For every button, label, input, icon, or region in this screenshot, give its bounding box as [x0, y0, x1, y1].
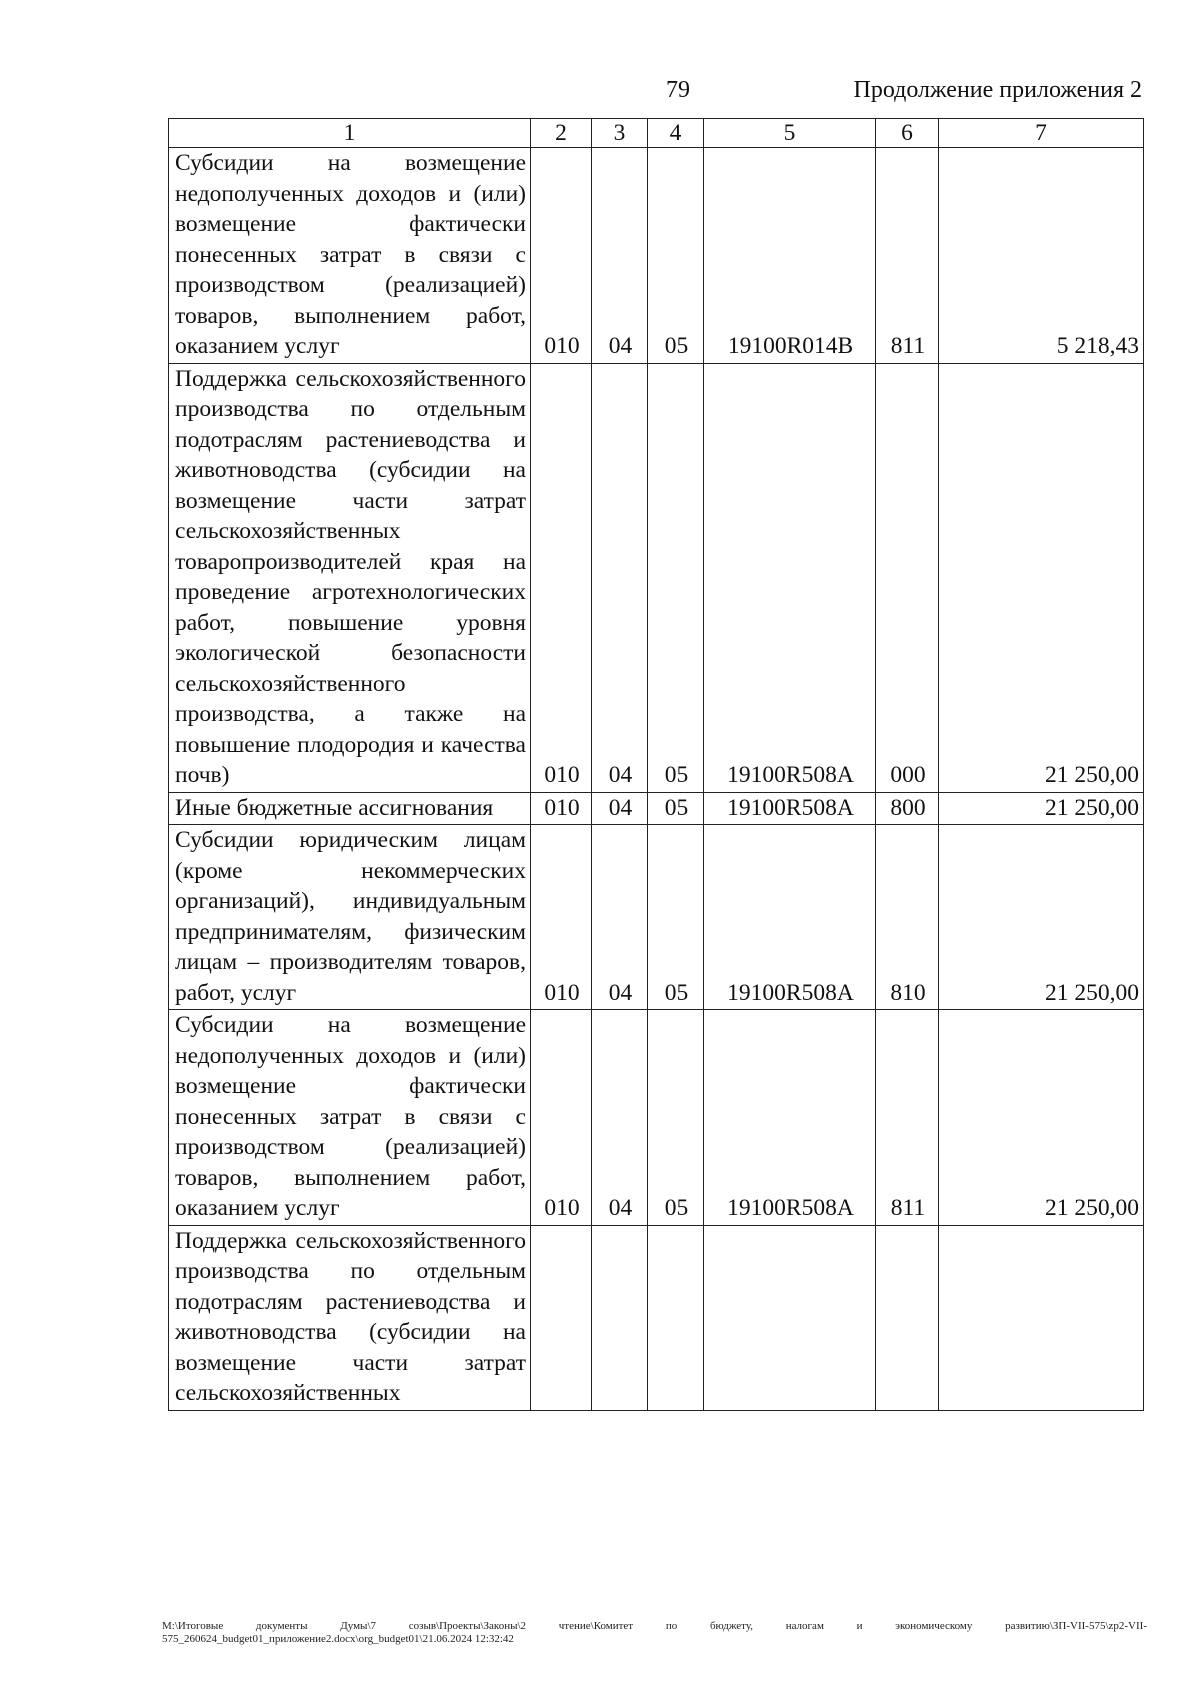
- page-number: 79: [666, 77, 690, 103]
- row-subsection-code: 05: [648, 1010, 704, 1226]
- row-target-article: [704, 1225, 876, 1410]
- table-header-row: [169, 119, 1144, 148]
- row-ministry-code: 010: [531, 1010, 592, 1226]
- row-expense-type: 800: [876, 792, 939, 825]
- row-section-code: [592, 1225, 648, 1410]
- row-amount: 21 250,00: [939, 1010, 1144, 1226]
- row-section-code: 04: [592, 825, 648, 1010]
- row-subsection-code: 05: [648, 792, 704, 825]
- row-description: Субсидии на возмещение недополученных доходов и (или) возмещение фактически понесенных затрат в связи с производством (реализацией) товаров, выполнением работ, оказанием услуг: [169, 1010, 531, 1226]
- row-amount: 21 250,00: [939, 792, 1144, 825]
- table-row: [169, 148, 1144, 364]
- column-header-7: 7: [939, 119, 1144, 148]
- column-header-2: 2: [531, 119, 592, 148]
- row-expense-type: 000: [876, 363, 939, 792]
- row-expense-type: 811: [876, 148, 939, 364]
- row-subsection-code: 05: [648, 825, 704, 1010]
- column-header-3: 3: [592, 119, 648, 148]
- column-header-1: 1: [169, 119, 531, 148]
- row-amount: 21 250,00: [939, 825, 1144, 1010]
- row-section-code: 04: [592, 363, 648, 792]
- table-row: [169, 792, 1144, 825]
- row-ministry-code: [531, 1225, 592, 1410]
- row-description: Поддержка сельскохозяйственного производства по отдельным подотраслям растениеводства и животноводства (субсидии на возмещение части затрат сельскохозяйственных: [169, 1225, 531, 1410]
- table-row: [169, 363, 1144, 792]
- continuation-label: Продолжение приложения 2: [853, 77, 1142, 103]
- row-description: Поддержка сельскохозяйственного производства по отдельным подотраслям растениеводства и животноводства (субсидии на возмещение части затрат сельскохозяйственных товаропроизводителей края на проведение агротехнологических работ, повышение уровня экологической безопасности сельскохозяйственного производства, а также на повышение плодородия и качества почв): [169, 363, 531, 792]
- row-amount: [939, 1225, 1144, 1410]
- row-description: Иные бюджетные ассигнования: [169, 792, 531, 825]
- row-amount: 21 250,00: [939, 363, 1144, 792]
- row-target-article: 19100R508A: [704, 1010, 876, 1226]
- row-target-article: 19100R508A: [704, 363, 876, 792]
- row-expense-type: [876, 1225, 939, 1410]
- row-target-article: 19100R508A: [704, 792, 876, 825]
- row-amount: 5 218,43: [939, 148, 1144, 364]
- row-subsection-code: 05: [648, 148, 704, 364]
- row-ministry-code: 010: [531, 792, 592, 825]
- row-ministry-code: 010: [531, 363, 592, 792]
- row-subsection-code: 05: [648, 363, 704, 792]
- row-description: Субсидии юридическим лицам (кроме некоммерческих организаций), индивидуальным предпринимателям, физическим лицам – производителям товаров, работ, услуг: [169, 825, 531, 1010]
- row-expense-type: 810: [876, 825, 939, 1010]
- row-subsection-code: [648, 1225, 704, 1410]
- row-description: Субсидии на возмещение недополученных доходов и (или) возмещение фактически понесенных затрат в связи с производством (реализацией) товаров, выполнением работ, оказанием услуг: [169, 148, 531, 364]
- row-target-article: 19100R508A: [704, 825, 876, 1010]
- table-row: [169, 1010, 1144, 1226]
- row-section-code: 04: [592, 792, 648, 825]
- row-section-code: 04: [592, 1010, 648, 1226]
- column-header-5: 5: [704, 119, 876, 148]
- column-header-4: 4: [648, 119, 704, 148]
- column-header-6: 6: [876, 119, 939, 148]
- row-ministry-code: 010: [531, 825, 592, 1010]
- budget-table: [168, 118, 1144, 1411]
- document-footer-path: M:\Итоговые документы Думы\7 созыв\Проекты\Законы\2 чтение\Комитет по бюджету, налогам и экономическому развитию\ЗП-VII-575\zp2-VII-575_260624_budget01_приложение2.docx\org_budget01\21.06.2024 12:32:42: [162, 1620, 1147, 1645]
- table-row: [169, 1225, 1144, 1410]
- table-row: [169, 825, 1144, 1010]
- row-section-code: 04: [592, 148, 648, 364]
- row-target-article: 19100R014B: [704, 148, 876, 364]
- row-ministry-code: 010: [531, 148, 592, 364]
- row-expense-type: 811: [876, 1010, 939, 1226]
